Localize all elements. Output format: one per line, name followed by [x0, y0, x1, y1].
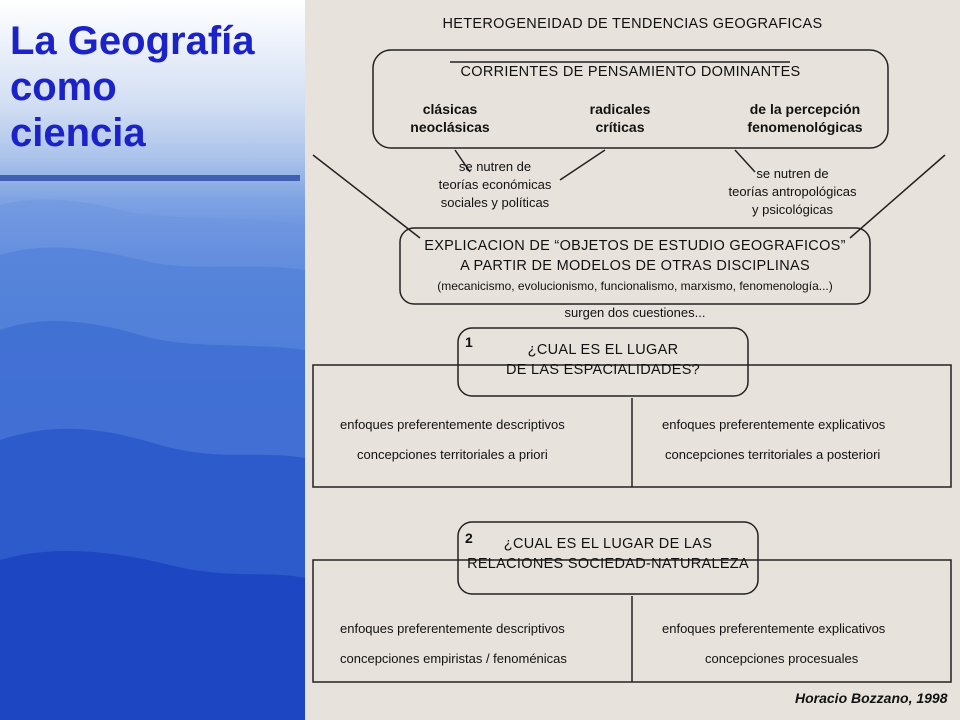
- explanation-line3: (mecanicismo, evolucionismo, funcionalismo, marxismo, fenomenología...): [437, 279, 833, 293]
- question1-left-conception: concepciones territoriales a priori: [357, 447, 548, 462]
- question2-line2: RELACIONES SOCIEDAD-NATURALEZA: [467, 556, 749, 572]
- nourish-right: [700, 165, 885, 219]
- nourish-line: se nutren de: [756, 166, 829, 181]
- current-radical: [560, 100, 680, 136]
- current-line: de la percepción: [749, 101, 861, 117]
- slide-title: [10, 18, 300, 156]
- title-line: La Geografía: [10, 19, 255, 63]
- nourish-line: y psicológicas: [752, 202, 833, 217]
- nourish-line: teorías económicas: [438, 177, 552, 192]
- current-perception: [730, 100, 880, 136]
- nourish-line: sociales y políticas: [440, 195, 550, 210]
- arise-text: surgen dos cuestiones...: [564, 305, 706, 320]
- question1-right-approach: enfoques preferentemente explicativos: [662, 417, 886, 432]
- current-classical: [385, 100, 515, 136]
- current-line: neoclásicas: [410, 119, 490, 135]
- question2-line1: ¿CUAL ES EL LUGAR DE LAS: [503, 536, 713, 552]
- current-line: críticas: [595, 119, 645, 135]
- question2-left-conception: concepciones empiristas / fenoménicas: [340, 651, 567, 666]
- question2-right-approach: enfoques preferentemente explicativos: [662, 621, 886, 636]
- nourish-line: se nutren de: [458, 159, 532, 174]
- nourish-line: teorías antropológicas: [728, 184, 857, 199]
- currents-title: CORRIENTES DE PENSAMIENTO DOMINANTES: [460, 64, 801, 80]
- question2-left-approach: enfoques preferentemente descriptivos: [340, 621, 565, 636]
- title-line: ciencia: [10, 111, 146, 155]
- explanation-line2: A PARTIR DE MODELOS DE OTRAS DISCIPLINAS: [460, 258, 810, 274]
- explanation-line1: EXPLICACION DE “OBJETOS DE ESTUDIO GEOGRAFICOS”: [424, 238, 846, 254]
- credit: Horacio Bozzano, 1998: [795, 690, 948, 706]
- ridge-5: [0, 551, 305, 720]
- nourish-left: [410, 158, 580, 212]
- question1-line1: ¿CUAL ES EL LUGAR: [527, 342, 679, 358]
- question1-right-conception: concepciones territoriales a posteriori: [665, 447, 881, 462]
- left-converge-line: [313, 155, 420, 238]
- current-line: fenomenológicas: [747, 119, 863, 135]
- question2-right-conception: concepciones procesuales: [705, 651, 859, 666]
- left-panel: [0, 0, 305, 720]
- diagram-header: HETEROGENEIDAD DE TENDENCIAS GEOGRAFICAS: [442, 16, 823, 32]
- question1-number: 1: [465, 334, 473, 350]
- question1-left-approach: enfoques preferentemente descriptivos: [340, 417, 565, 432]
- current-line: clásicas: [422, 101, 478, 117]
- current-line: radicales: [589, 101, 651, 117]
- title-line: como: [10, 65, 117, 109]
- question2-number: 2: [465, 530, 473, 546]
- title-divider: [0, 175, 300, 181]
- scanned-diagram: [305, 0, 960, 720]
- question1-line2: DE LAS ESPACIALIDADES?: [505, 362, 701, 378]
